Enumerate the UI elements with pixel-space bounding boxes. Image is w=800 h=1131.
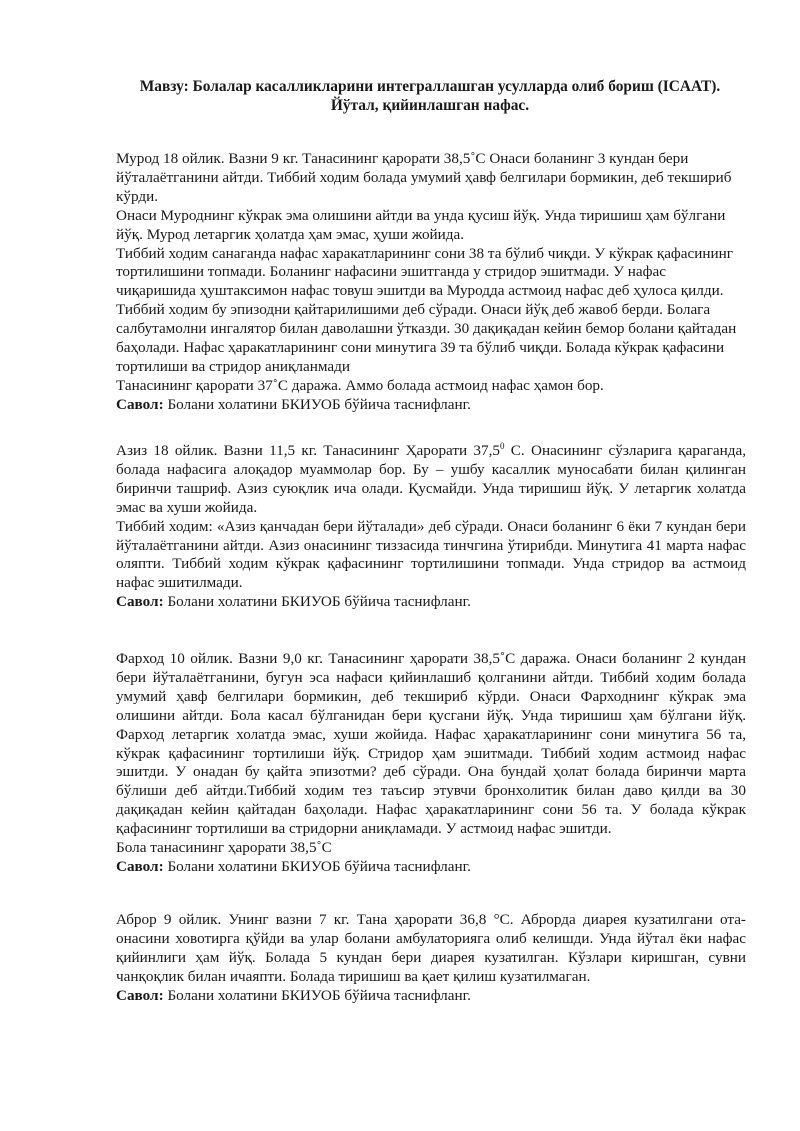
title-line-2: Йўтал, қийинлашган нафас. [330, 97, 530, 114]
case-paragraph: Танасининг қарорати 37˚С даража. Аммо болада астмоид нафас ҳамон бор. [116, 376, 604, 394]
intro-text-rest: С. Онасининг сўзларига қараганда, болада нафасига алоқадор муаммолар бор. Бу – ушбу касаллик муносабати билан қилинган биринчи ташриф. Азиз суюқлик ича олади. Қусмайди. Унда тиришиш йўқ. У летаргик холатда эмас ва хуши жойида. [116, 442, 746, 516]
question-label: Савол: [116, 395, 164, 413]
question-label: Савол: [116, 986, 164, 1004]
case-paragraph: Мурод 18 ойлик. Вазни 9 кг. Танасининг қарорати 38,5˚С Онаси боланинг 3 кундан бери йўталаётганини айтди. Тиббий ходим болада умумий ҳавф белгилари бормикин, деб текшириб кўрди. [116, 150, 732, 205]
case-paragraph [116, 442, 746, 518]
question-label: Савол: [116, 857, 164, 875]
case-question [116, 396, 746, 415]
case-paragraph: Онаси Муроднинг кўкрак эма олишини айтди ва унда қусиш йўқ. Унда тиришиш ҳам бўлгани йўқ. Мурод летаргик ҳолатда ҳам эмас, ҳуши жойида. [116, 206, 726, 243]
question-text: Болани холатини БКИУОБ бўйича таснифланг. [163, 986, 471, 1004]
case-abror [116, 911, 746, 1006]
case-farhod [116, 650, 746, 877]
question-text: Болани холатини БКИУОБ бўйича таснифланг. [163, 593, 471, 611]
case-aziz [116, 442, 746, 612]
case-paragraph: Бола танасининг ҳарорати 38,5˚С [116, 839, 332, 857]
page-title [100, 77, 760, 115]
case-paragraph: Тиббий ходим санаганда нафас харакатларининг сони 38 та бўлиб чиқди. У кўкрак қафасининг тортилишини топмади. Боланинг нафасини эшитганда у стридор эшитмади. У нафас чиқаришида ҳуштаксимон нафас товуш эшитди ва Муродда астмоид нафас деб ҳулоса қилди. Тиббий ходим бу эпизодни қайтарилишими деб сўради. Онаси йўқ деб жавоб берди. Болага салбутамолни ингалятор билан даволашни ўтказди. 30 дақиқадан кейин бемор болани қайтадан баҳолади. Нафас ҳаракатларининг сони минутига 39 та бўлиб чиқди. Болада кўкрак қафасини тортилиши ва стридор аниқланмади [116, 244, 737, 375]
case-question [116, 987, 746, 1006]
degree-superscript: 0 [500, 440, 505, 451]
case-murod [116, 150, 746, 415]
title-line-1: Мавзу: Болалар касалликларини интеграллашган усулларда олиб бориш (ICAAT). [139, 78, 721, 95]
question-label: Савол: [116, 593, 164, 611]
intro-text: Азиз 18 ойлик. Вазни 11,5 кг. Танасининг Ҳарорати 37,5 [116, 442, 501, 459]
question-text: Болани холатини БКИУОБ бўйича таснифланг. [163, 395, 471, 413]
case-paragraph: Тиббий ходим: «Азиз қанчадан бери йўталади» деб сўради. Онаси боланинг 6 ёки 7 кундан бери йўталаётганини айтди. Азиз онасининг тиззасида тинчгина ўтирибди. Минутига 41 марта нафас оляпти. Тиббий ходим кўкрак қафасининг тортилишини топмади. Унда стридор ва астмоид нафас эшитилмади. [116, 517, 746, 592]
case-paragraph: Аброр 9 ойлик. Унинг вазни 7 кг. Тана ҳарорати 36,8 °С. Аброрда диарея кузатилгани ота-онасини ховотирга қўйди ва улар болани амбулаторияга олиб келишди. Унда йўтал ёки нафас қийинлиги ҳам йўқ. Болада 5 кундан бери диарея кузатилган. Кўзлари киришган, сувни чанқоқлик билан ичаяпти. Болада тиришиш ва қает қилиш кузатилмаган. [116, 911, 746, 985]
case-question [116, 593, 746, 612]
case-question [116, 858, 746, 877]
case-paragraph: Фарход 10 ойлик. Вазни 9,0 кг. Танасининг ҳарорати 38,5˚С даража. Онаси боланинг 2 кундан бери йўталаётганини, бугун эса нафаси қийинлашиб қолганини айтди. Тиббий ходим болада умумий ҳавф белгилари бормикин, деб текшириб кўрди. Онаси Фарходнинг кўкрак эма олишини айтди. Бола касал бўлганидан бери қусгани йўқ. Унда тиришиш ҳам бўлгани йўқ. Фарход летаргик холатда эмас, хуши жойида. Нафас ҳаракатларининг сони минутига 56 та, кўкрак қафасининг тортилиши йўқ. Стридор ҳам эшитмади. Тиббий ходим астмоид нафас эшитди. У онадан бу қайта эпизотми? деб сўради. Она бундай ҳолат болада биринчи марта бўлиши деб айтди.Тиббий ходим тез таъсир этувчи бронхолитик билан даво қилди ва 30 дақиқадан кейин қайтадан баҳолади. Нафас ҳаракатларининг сони 56 та. У болада кўкрак қафасининг тортилиши ва стридорни аниқламади. У астмоид нафас эшитди. [116, 650, 746, 838]
question-text: Болани холатини БКИУОБ бўйича таснифланг. [163, 857, 471, 875]
